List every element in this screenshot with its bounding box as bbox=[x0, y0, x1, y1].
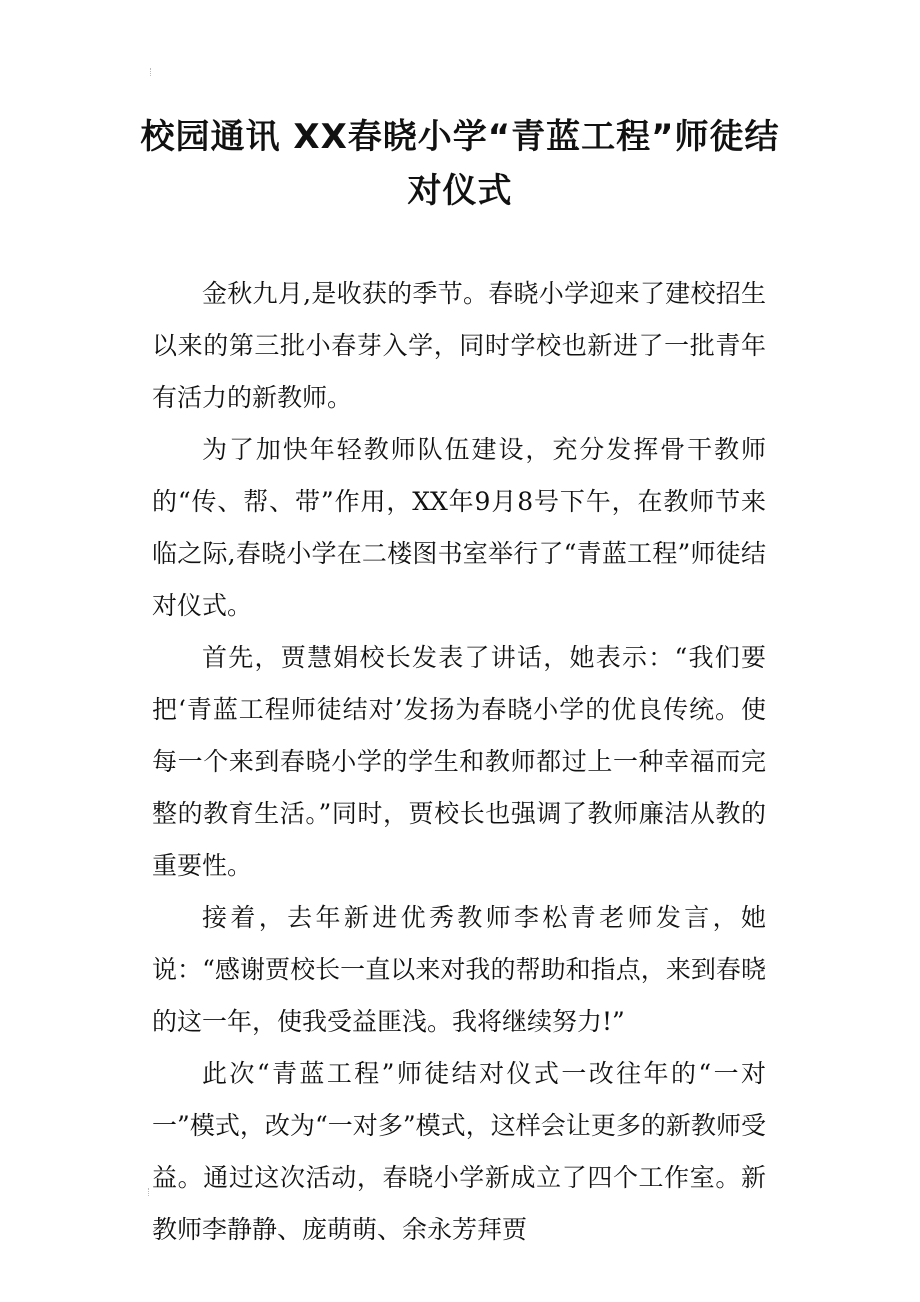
document-body bbox=[152, 268, 766, 1256]
paragraph-4: 接着，去年新进优秀教师李松青老师发言，她说：“感谢贾校长一直以来对我的帮助和指点，来到春晓的这一年，使我受益匪浅。我将继续努力!” bbox=[152, 903, 766, 1036]
paragraph-5: 此次“青蓝工程”师徒结对仪式一改往年的“一对一”模式，改为“一对多”模式，这样会让更多的新教师受益。通过这次活动，春晓小学新成立了四个工作室。新教师李静静、庞萌萌、余永芳拜贾 bbox=[152, 1059, 766, 1244]
scan-mark-top bbox=[150, 68, 154, 76]
scan-mark-bottom bbox=[148, 1188, 152, 1196]
document-title: 校园通讯 XX春晓小学“青蓝工程”师徒结对仪式 bbox=[140, 117, 780, 211]
paragraph-1: 金秋九月,是收获的季节。春晓小学迎来了建校招生以来的第三批小春芽入学，同时学校也新进了一批青年有活力的新教师。 bbox=[152, 279, 766, 412]
paragraph-2: 为了加快年轻教师队伍建设，充分发挥骨干教师的“传、帮、带”作用，XX年9月8号下午，在教师节来临之际,春晓小学在二楼图书室举行了“青蓝工程”师徒结对仪式。 bbox=[152, 435, 766, 620]
paragraph-3: 首先，贾慧娟校长发表了讲话，她表示：“我们要把‘青蓝工程师徒结对’发扬为春晓小学的优良传统。使每一个来到春晓小学的学生和教师都过上一种幸福而完整的教育生活。”同时，贾校长也强调了教师廉洁从教的重要性。 bbox=[152, 643, 766, 880]
